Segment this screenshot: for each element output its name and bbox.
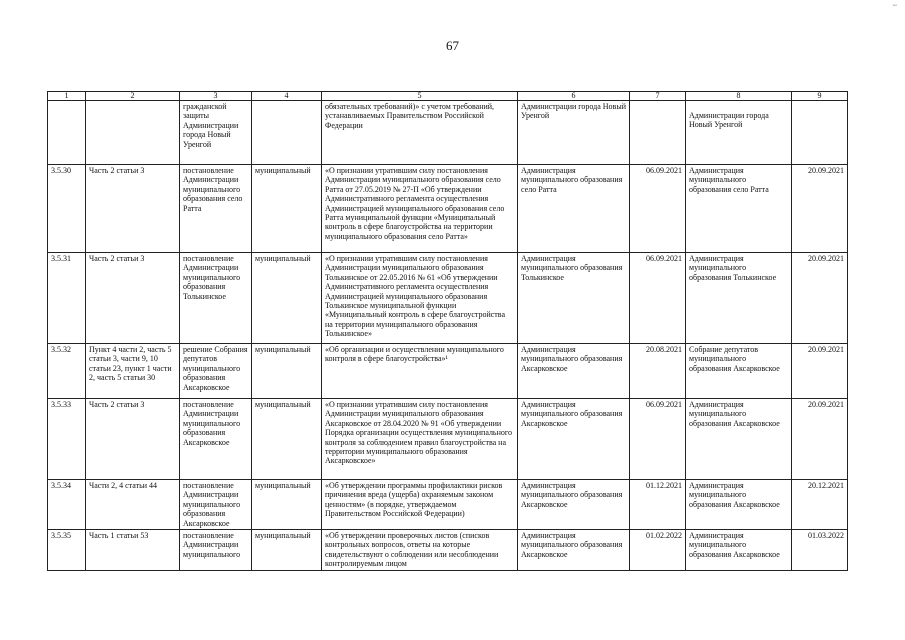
- cell-level: муниципальный: [252, 344, 322, 399]
- cell-authority: Администрация муниципального образования Аксарковское: [518, 480, 630, 530]
- cell-level: муниципальный: [252, 480, 322, 530]
- cell-num: [48, 101, 86, 165]
- cell-num: 3.5.32: [48, 344, 86, 399]
- column-header: 8: [686, 92, 792, 101]
- cell-title: обязательных требований)» с учетом требований, устанавливаемых Правительством Российской Федерации: [322, 101, 518, 165]
- cell-title: «О признании утратившим силу постановления Администрации муниципального образования Аксарковское от 28.04.2020 № 91 «Об утверждении Порядка организации осуществления муниципального контроля за соблюдением правил благоустройства на территории муниципального образования Аксарковское»: [322, 399, 518, 480]
- cell-level: муниципальный: [252, 530, 322, 571]
- table-row: [48, 480, 848, 530]
- column-header: 1: [48, 92, 86, 101]
- cell-authority: Администрация муниципального образования Толькинское: [518, 253, 630, 344]
- cell-level: муниципальный: [252, 253, 322, 344]
- cell-responsible: Администрации города Новый Уренгой: [686, 101, 792, 165]
- cell-basis: Часть 1 статьи 53: [86, 530, 180, 571]
- cell-type: гражданской защиты Администрации города Новый Уренгой: [180, 101, 252, 165]
- regulation-table: [47, 91, 848, 571]
- cell-type: постановление Администрации муниципального образования село Ратта: [180, 165, 252, 253]
- cell-title: «О признании утратившим силу постановления Администрации муниципального образования село Ратта от 27.05.2019 № 27-П «Об утверждении Административного регламента осуществления Администрацией муниципального образования село Ратта муниципальной функции «Муниципальный контроль в сфере благоустройства на территории муниципального образования село Ратта»: [322, 165, 518, 253]
- cell-basis: Часть 2 статьи 3: [86, 165, 180, 253]
- cell-responsible: Администрация муниципального образования село Ратта: [686, 165, 792, 253]
- cell-date1: 06.09.2021: [630, 399, 686, 480]
- corner-mark: ~: [892, 1, 897, 10]
- cell-level: муниципальный: [252, 165, 322, 253]
- cell-date1: 06.09.2021: [630, 253, 686, 344]
- cell-responsible: Собрание депутатов муниципального образования Аксарковское: [686, 344, 792, 399]
- cell-authority: Администрация муниципального образования Аксарковское: [518, 399, 630, 480]
- cell-authority: Администрации города Новый Уренгой: [518, 101, 630, 165]
- column-header: 6: [518, 92, 630, 101]
- cell-num: 3.5.30: [48, 165, 86, 253]
- cell-authority: Администрация муниципального образования Аксарковское: [518, 344, 630, 399]
- column-header: 7: [630, 92, 686, 101]
- cell-date1: [630, 101, 686, 165]
- column-header: 9: [792, 92, 848, 101]
- cell-date1: 01.02.2022: [630, 530, 686, 571]
- cell-basis: Часть 2 статьи 3: [86, 253, 180, 344]
- table-row: [48, 253, 848, 344]
- cell-date2: 20.12.2021: [792, 480, 848, 530]
- column-header: 3: [180, 92, 252, 101]
- cell-date2: 01.03.2022: [792, 530, 848, 571]
- cell-date1: 20.08.2021: [630, 344, 686, 399]
- cell-level: [252, 101, 322, 165]
- cell-type: постановление Администрации муниципального образования Аксарковское: [180, 480, 252, 530]
- cell-date1: 06.09.2021: [630, 165, 686, 253]
- continuation-row: [48, 101, 848, 165]
- cell-date2: 20.09.2021: [792, 344, 848, 399]
- cell-basis: Пункт 4 части 2, часть 5 статьи 3, части 9, 10 статьи 23, пункт 1 части 2, часть 5 статьи 30: [86, 344, 180, 399]
- cell-date2: 20.09.2021: [792, 253, 848, 344]
- cell-responsible: Администрация муниципального образования Аксарковское: [686, 399, 792, 480]
- cell-date2: 20.09.2021: [792, 165, 848, 253]
- table-row: [48, 399, 848, 480]
- column-number-row: [48, 92, 848, 101]
- table-row: [48, 344, 848, 399]
- cell-type: постановление Администрации муниципального образования Толькинское: [180, 253, 252, 344]
- cell-basis: Часть 2 статьи 3: [86, 399, 180, 480]
- cell-responsible: Администрация муниципального образования Аксарковское: [686, 480, 792, 530]
- cell-authority: Администрация муниципального образования Аксарковское: [518, 530, 630, 571]
- cell-num: 3.5.33: [48, 399, 86, 480]
- cell-title: «Об утверждении программы профилактики рисков причинения вреда (ущерба) охраняемым законом ценностям» (в порядке, утверждаемом Правительством Российской Федерации): [322, 480, 518, 530]
- cell-type: постановление Администрации муниципального образования Аксарковское: [180, 399, 252, 480]
- cell-level: муниципальный: [252, 399, 322, 480]
- cell-basis: Части 2, 4 статьи 44: [86, 480, 180, 530]
- cell-num: 3.5.34: [48, 480, 86, 530]
- cell-basis: [86, 101, 180, 165]
- cell-title: «О признании утратившим силу постановления Администрации муниципального образования Толькинское от 22.05.2016 № 61 «Об утверждении Административного регламента осуществления Администрацией муниципального образования Толькинское муниципальной функции «Муниципальный контроль в сфере благоустройства на территории муниципального образования Толькинское»: [322, 253, 518, 344]
- cell-type: постановление Администрации муниципального: [180, 530, 252, 571]
- column-header: 4: [252, 92, 322, 101]
- table-row: [48, 165, 848, 253]
- cell-title: «Об утверждении проверочных листов (списков контрольных вопросов, ответы на которые свидетельствуют о соблюдении или несоблюдении контролируемым лицом: [322, 530, 518, 571]
- column-header: 5: [322, 92, 518, 101]
- cell-authority: Администрация муниципального образования село Ратта: [518, 165, 630, 253]
- cell-type: решение Собрания депутатов муниципального образования Аксарковское: [180, 344, 252, 399]
- cell-num: 3.5.31: [48, 253, 86, 344]
- cell-responsible: Администрация муниципального образования Аксарковское: [686, 530, 792, 571]
- cell-title: «Об организации и осуществлении муниципального контроля в сфере благоустройства»¹: [322, 344, 518, 399]
- cell-date1: 01.12.2021: [630, 480, 686, 530]
- column-header: 2: [86, 92, 180, 101]
- cell-responsible: Администрация муниципального образования Толькинское: [686, 253, 792, 344]
- page-number: 67: [446, 38, 459, 53]
- cell-date2: [792, 101, 848, 165]
- table-row: [48, 530, 848, 571]
- cell-num: 3.5.35: [48, 530, 86, 571]
- cell-date2: 20.09.2021: [792, 399, 848, 480]
